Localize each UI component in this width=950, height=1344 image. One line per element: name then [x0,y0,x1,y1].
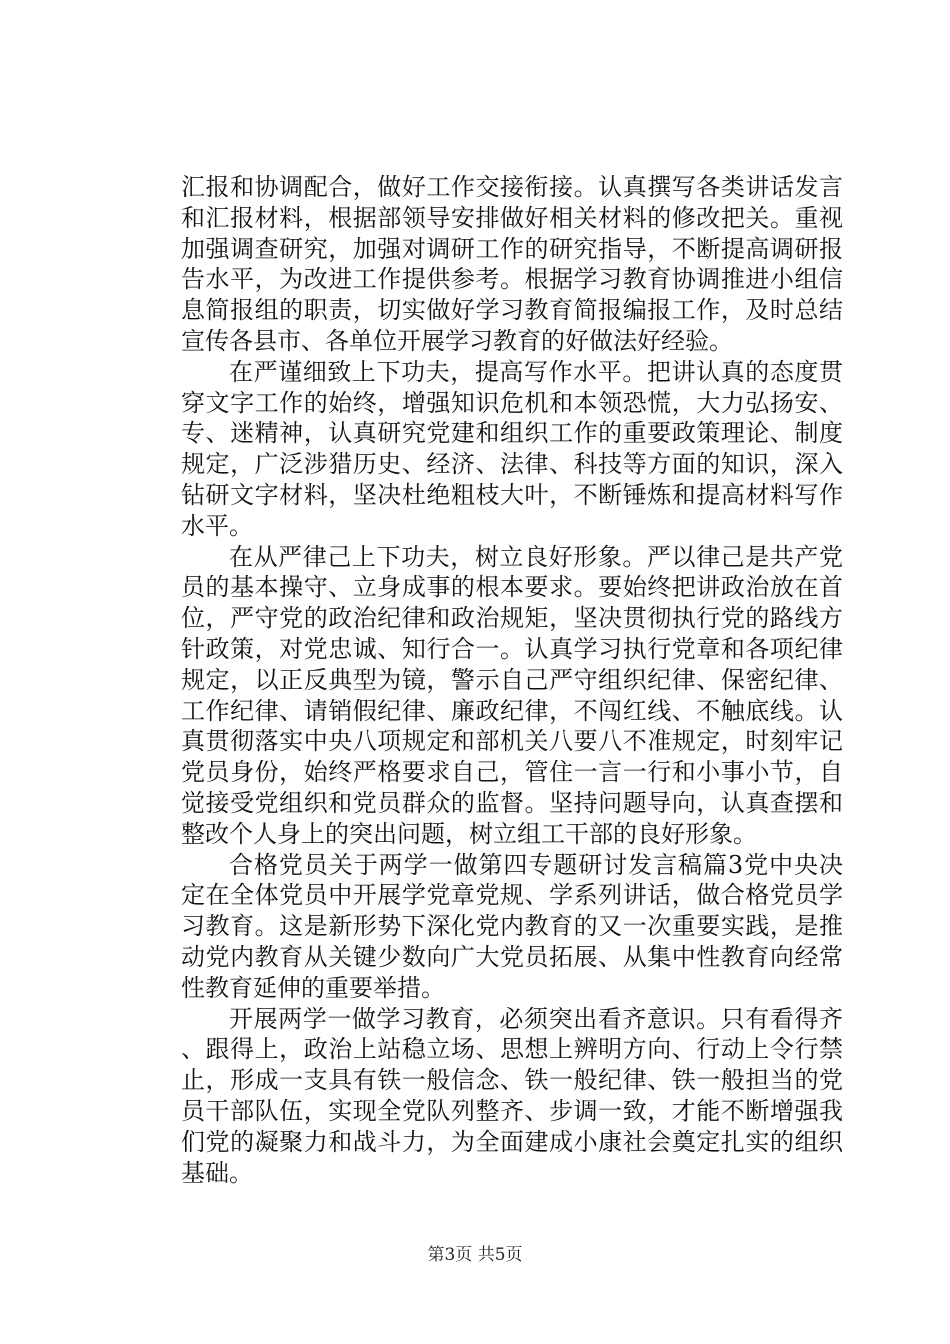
paragraph-2: 在严谨细致上下功夫，提高写作水平。把讲认真的态度贯穿文字工作的始终，增强知识危机和本领恐慌，大力弘扬安、专、迷精神，认真研究党建和组织工作的重要政策理论、制度规定，广泛涉猎历史、经济、法律、科技等方面的知识，深入钻研文字材料，坚决杜绝粗枝大叶，不断锤炼和提高材料写作水平。 [181,357,843,540]
paragraph-1: 汇报和协调配合，做好工作交接衔接。认真撰写各类讲话发言和汇报材料，根据部领导安排做好相关材料的修改把关。重视加强调查研究，加强对调研工作的研究指导，不断提高调研报告水平，为改进工作提供参考。根据学习教育协调推进小组信息简报组的职责，切实做好学习教育简报编报工作，及时总结宣传各县市、各单位开展学习教育的好做法好经验。 [181,173,843,355]
paragraph-4: 合格党员关于两学一做第四专题研讨发言稿篇3党中央决定在全体党员中开展学党章党规、学系列讲话，做合格党员学习教育。这是新形势下深化党内教育的又一次重要实践，是推动党内教育从关键少数向广大党员拓展、从集中性教育向经常性教育延伸的重要举措。 [181,850,843,1002]
paragraph-3: 在从严律己上下功夫，树立良好形象。严以律己是共产党员的基本操守、立身成事的根本要求。要始终把讲政治放在首位，严守党的政治纪律和政治规矩，坚决贯彻执行党的路线方针政策，对党忠诚、知行合一。认真学习执行党章和各项纪律规定，以正反典型为镜，警示自己严守组织纪律、保密纪律、工作纪律、请销假纪律、廉政纪律，不闯红线、不触底线。认真贯彻落实中央八项规定和部机关八要八不准规定，时刻牢记党员身份，始终严格要求自己，管住一言一行和小事小节，自觉接受党组织和党员群众的监督。坚持问题导向，认真查摆和整改个人身上的突出问题，树立组工干部的良好形象。 [181,542,843,848]
page-number-footer: 第3页 共5页 [427,1245,523,1265]
document-body [181,172,843,1188]
paragraph-5: 开展两学一做学习教育，必须突出看齐意识。只有看得齐、跟得上，政治上站稳立场、思想上辨明方向、行动上令行禁止，形成一支具有铁一般信念、铁一般纪律、铁一般担当的党员干部队伍，实现全党队列整齐、步调一致，才能不断增强我们党的凝聚力和战斗力，为全面建成小康社会奠定扎实的组织基础。 [181,1004,843,1187]
